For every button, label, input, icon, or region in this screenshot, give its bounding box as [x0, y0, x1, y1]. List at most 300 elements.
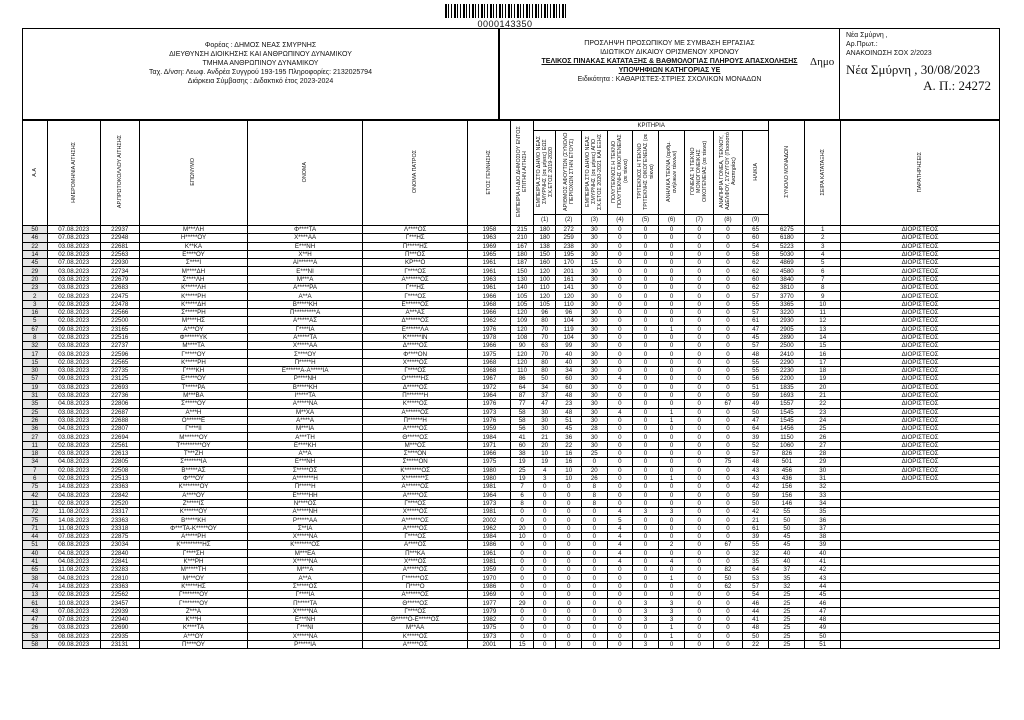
header-right: [840, 28, 1000, 120]
table-cell: 0: [685, 375, 714, 383]
table-cell: 23165: [100, 325, 139, 333]
table-cell: Φ****ΤΑ: [248, 226, 363, 234]
table-cell: 8: [511, 499, 534, 507]
table-cell: Α*****ΤΑ: [248, 333, 363, 341]
table-cell: 0: [607, 499, 633, 507]
table-cell: 2002: [468, 516, 511, 524]
table-cell: Κ*******ΟΣ: [248, 541, 363, 549]
table-cell: 0: [685, 607, 714, 615]
table-row: [23, 474, 1000, 482]
table-cell: 0: [685, 566, 714, 574]
table-cell: Μ****ΗΣ: [139, 317, 248, 325]
table-cell: Κ*****ΔΗ: [139, 300, 248, 308]
table-cell: 0: [714, 308, 743, 316]
table-cell: 1969: [468, 591, 511, 599]
table-cell: ΔΙΟΡΙΣΤΕΟΣ: [841, 292, 1000, 300]
table-cell: 40: [769, 557, 805, 565]
table-cell: 1963: [468, 275, 511, 283]
table-row: [23, 516, 1000, 524]
table-cell: [841, 640, 1000, 648]
table-cell: 0: [658, 242, 685, 250]
table-cell: 0: [685, 275, 714, 283]
table-cell: ΔΙΟΡΙΣΤΕΟΣ: [841, 466, 1000, 474]
header-right-line3: ΑΝΑΚΟΙΝΩΣΗ ΣΟΧ 2/2023: [846, 50, 932, 57]
header-left-line4: Ταχ. Δ/νση: Λεωφ. Ανδρέα Συγγρού 193-195 Πληροφορίες: 2132025794: [149, 69, 372, 76]
table-cell: 23: [556, 400, 582, 408]
table-cell: Μ****ΔΗ: [139, 267, 248, 275]
table-cell: 0: [685, 408, 714, 416]
table-cell: 07.08.2023: [47, 607, 100, 615]
table-cell: ΔΙΟΡΙΣΤΕΟΣ: [841, 284, 1000, 292]
table-cell: 23457: [100, 599, 139, 607]
table-cell: 22688: [100, 416, 139, 424]
table-cell: 0: [714, 267, 743, 275]
table-cell: 27: [23, 433, 48, 441]
table-row: [23, 450, 1000, 458]
table-cell: 1: [658, 416, 685, 424]
table-cell: 1545: [769, 416, 805, 424]
table-cell: 0: [658, 317, 685, 325]
table-cell: 6: [805, 267, 841, 275]
table-cell: 0: [685, 582, 714, 590]
table-cell: 30: [582, 226, 608, 234]
table-cell: 0: [607, 632, 633, 640]
table-cell: Π*********Α: [248, 308, 363, 316]
table-cell: 1986: [468, 582, 511, 590]
table-cell: 03.08.2023: [47, 284, 100, 292]
table-cell: 14: [805, 333, 841, 341]
table-cell: [841, 483, 1000, 491]
table-cell: 48: [556, 391, 582, 399]
table-cell: 0: [607, 250, 633, 258]
table-cell: 42: [742, 483, 769, 491]
table-cell: 45: [769, 541, 805, 549]
table-cell: Κ*******ΟΣ: [362, 466, 467, 474]
table-cell: 0: [658, 292, 685, 300]
table-cell: Α*****ΟΣ: [362, 425, 467, 433]
table-cell: 0: [685, 624, 714, 632]
table-row: [23, 557, 1000, 565]
header-middle-line1: ΠΡΟΣΛΗΨΗ ΠΡΟΣΩΠΙΚΟΥ ΜΕ ΣΥΜΒΑΣΗ ΕΡΓΑΣΙΑΣ: [584, 40, 755, 47]
table-cell: 11.08.2023: [47, 524, 100, 532]
table-cell: Μ***Α: [248, 275, 363, 283]
table-cell: 14.08.2023: [47, 483, 100, 491]
table-cell: 0: [658, 591, 685, 599]
table-cell: 30: [582, 358, 608, 366]
table-row: [23, 615, 1000, 623]
table-row: [23, 458, 1000, 466]
table-cell: 3: [633, 640, 659, 648]
table-cell: Γ****ΟΣ: [362, 499, 467, 507]
table-cell: 0: [685, 549, 714, 557]
table-cell: 1835: [769, 383, 805, 391]
table-cell: 0: [633, 375, 659, 383]
header-middle-line5: Ειδικότητα : ΚΑΘΑΡΙΣΤΕΣ-ΣΤΡΙΕΣ ΣΧΟΛΙΚΩΝ ΜΟΝΑΔΩΝ: [577, 76, 762, 83]
table-cell: Θ*****ΟΣ: [362, 433, 467, 441]
table-cell: 0: [556, 491, 582, 499]
table-cell: 0: [633, 441, 659, 449]
table-cell: 0: [633, 342, 659, 350]
table-row: [23, 425, 1000, 433]
table-cell: 0: [633, 250, 659, 258]
table-cell: 1961: [468, 259, 511, 267]
table-cell: Μ***ΙΑ: [248, 425, 363, 433]
table-cell: 22596: [100, 350, 139, 358]
table-cell: 23131: [100, 640, 139, 648]
table-cell: 1545: [769, 408, 805, 416]
table-cell: 02.08.2023: [47, 358, 100, 366]
table-cell: Κ*****ΟΣ: [362, 632, 467, 640]
table-cell: 0: [533, 591, 556, 599]
table-cell: 0: [633, 242, 659, 250]
table-cell: 0: [511, 607, 534, 615]
table-cell: 1: [658, 632, 685, 640]
table-cell: 0: [582, 532, 608, 540]
table-cell: 0: [607, 333, 633, 341]
table-cell: 0: [714, 391, 743, 399]
table-cell: Σ*****ΟΣ: [248, 582, 363, 590]
table-cell: 0: [607, 367, 633, 375]
table-cell: 1970: [468, 574, 511, 582]
table-cell: 0: [556, 607, 582, 615]
table-cell: 0: [658, 640, 685, 648]
table-cell: Α***ΑΣ: [362, 308, 467, 316]
col-aa: Α.Α: [23, 121, 48, 226]
table-cell: 0: [714, 557, 743, 565]
table-cell: Ο******ΗΣ: [362, 375, 467, 383]
table-cell: 110: [556, 300, 582, 308]
table-cell: [841, 582, 1000, 590]
table-cell: 0: [511, 557, 534, 565]
table-cell: Κ***Η: [139, 615, 248, 623]
table-cell: ΔΙΟΡΙΣΤΕΟΣ: [841, 308, 1000, 316]
table-cell: 3: [658, 599, 685, 607]
table-cell: 0: [714, 450, 743, 458]
table-cell: Α*****ΟΣ: [362, 566, 467, 574]
table-cell: 0: [658, 499, 685, 507]
table-cell: 19: [533, 458, 556, 466]
table-cell: 4: [607, 541, 633, 549]
table-cell: 1962: [468, 317, 511, 325]
header-left-line3: ΤΜΗΜΑ ΑΝΘΡΩΠΙΝΟΥ ΔΥΝΑΜΙΚΟΥ: [202, 60, 319, 67]
table-cell: Γ****ΙΑ: [248, 325, 363, 333]
table-cell: 07.08.2023: [47, 226, 100, 234]
table-cell: 30: [582, 292, 608, 300]
table-cell: 0: [714, 275, 743, 283]
table-cell: 0: [607, 591, 633, 599]
table-cell: 22: [556, 441, 582, 449]
table-cell: 3840: [769, 275, 805, 283]
table-cell: 0: [633, 541, 659, 549]
table-cell: Π***ΟΣ: [362, 250, 467, 258]
table-cell: 0: [607, 624, 633, 632]
table-cell: Γ****ΙΑ: [248, 591, 363, 599]
table-cell: 55: [769, 508, 805, 516]
table-cell: 0: [556, 566, 582, 574]
table-cell: 0: [714, 483, 743, 491]
table-cell: 22935: [100, 632, 139, 640]
table-cell: 0: [633, 566, 659, 574]
table-cell: 0: [658, 358, 685, 366]
table-body: [23, 226, 1000, 649]
table-cell: ΔΙΟΡΙΣΤΕΟΣ: [841, 367, 1000, 375]
table-cell: 0: [582, 524, 608, 532]
col-n1: (1): [533, 215, 556, 226]
table-cell: 37: [769, 566, 805, 574]
table-cell: 0: [511, 624, 534, 632]
table-cell: 3: [633, 615, 659, 623]
table-cell: 1456: [769, 425, 805, 433]
table-cell: 70: [533, 350, 556, 358]
table-cell: 5223: [769, 242, 805, 250]
table-cell: Α****ΟΥ: [139, 491, 248, 499]
table-cell: 07.08.2023: [47, 532, 100, 540]
table-cell: 1968: [468, 367, 511, 375]
table-cell: 0: [556, 632, 582, 640]
table-cell: 32: [805, 483, 841, 491]
table-row: [23, 582, 1000, 590]
table-cell: Ε******Α-Α*****ΙΑ: [248, 367, 363, 375]
table-cell: 52: [742, 441, 769, 449]
table-cell: Ε***ΝΙ: [248, 267, 363, 275]
table-cell: 12: [805, 317, 841, 325]
table-cell: 25: [582, 450, 608, 458]
table-cell: 30: [23, 367, 48, 375]
table-row: [23, 624, 1000, 632]
table-cell: 0: [633, 416, 659, 424]
table-cell: 0: [511, 615, 534, 623]
table-cell: 0: [582, 624, 608, 632]
header-middle: [499, 28, 840, 120]
table-cell: 0: [556, 574, 582, 582]
table-cell: 45: [769, 532, 805, 540]
table-cell: 2930: [769, 317, 805, 325]
table-cell: 4: [805, 250, 841, 258]
table-cell: 09.08.2023: [47, 325, 100, 333]
table-cell: 0: [685, 591, 714, 599]
table-cell: Φ***ΤΑ-Κ*****ΟΥ: [139, 524, 248, 532]
table-cell: 22737: [100, 342, 139, 350]
table-cell: 20: [511, 524, 534, 532]
table-cell: 30: [582, 400, 608, 408]
table-cell: 0: [556, 549, 582, 557]
table-cell: 30: [582, 317, 608, 325]
table-cell: 187: [511, 259, 534, 267]
table-cell: [841, 557, 1000, 565]
table-cell: 40: [805, 549, 841, 557]
table-cell: 99: [556, 342, 582, 350]
table-row: [23, 242, 1000, 250]
table-cell: 65: [742, 226, 769, 234]
table-cell: 30: [805, 466, 841, 474]
table-cell: [841, 566, 1000, 574]
col-date: ΗΜΕΡΟΜΗΝΙΑ ΑΙΤΗΣΗΣ: [47, 121, 100, 226]
col-c7: ΓΟΝΕΑΣ Ή ΤΕΚΝΟ ΜΟΝΟΓΟΝΕΙΚΗΣ ΟΙΚΟΓΕΝΕΙΑΣ (σε τέκνα): [685, 131, 714, 215]
table-cell: 22: [742, 640, 769, 648]
table-cell: Τ*********ΟΥ: [139, 441, 248, 449]
table-cell: 21: [533, 433, 556, 441]
table-cell: 18: [805, 367, 841, 375]
table-cell: 2290: [769, 358, 805, 366]
table-cell: 02.08.2023: [47, 250, 100, 258]
table-cell: Γ*******ΟΥ: [139, 599, 248, 607]
table-cell: 0: [533, 549, 556, 557]
table-cell: 23034: [100, 541, 139, 549]
table-cell: ΔΙΟΡΙΣΤΕΟΣ: [841, 259, 1000, 267]
table-cell: Χ********Σ: [362, 474, 467, 482]
table-cell: Φ******ΥΚ: [139, 333, 248, 341]
table-cell: 150: [511, 267, 534, 275]
table-cell: [841, 615, 1000, 623]
table-cell: 0: [556, 541, 582, 549]
table-cell: 0: [685, 433, 714, 441]
table-cell: 43: [805, 574, 841, 582]
table-cell: Α***ΟΥ: [139, 325, 248, 333]
table-cell: Α******ΟΣ: [362, 483, 467, 491]
table-cell: Γ***ΗΣ: [362, 234, 467, 242]
table-cell: 30: [582, 333, 608, 341]
table-cell: 50: [533, 375, 556, 383]
table-cell: 43: [23, 607, 48, 615]
table-cell: 0: [607, 275, 633, 283]
table-cell: 1982: [468, 615, 511, 623]
table-cell: 30: [533, 416, 556, 424]
table-cell: 64: [511, 383, 534, 391]
table-cell: 0: [607, 416, 633, 424]
table-cell: 0: [607, 391, 633, 399]
table-cell: 8: [23, 333, 48, 341]
table-cell: 45: [23, 259, 48, 267]
col-birth: ΕΤΟΣ ΓΕΝΝΗΣΗΣ: [468, 121, 511, 226]
table-cell: 0: [685, 358, 714, 366]
table-cell: 110: [533, 284, 556, 292]
table-cell: 0: [607, 474, 633, 482]
table-cell: 0: [685, 508, 714, 516]
table-cell: Κ*******ΟΥ: [139, 483, 248, 491]
table-cell: 62: [742, 267, 769, 275]
table-cell: ΔΙΟΡΙΣΤΕΟΣ: [841, 350, 1000, 358]
table-cell: 0: [633, 292, 659, 300]
table-cell: 3220: [769, 308, 805, 316]
table-cell: 0: [633, 574, 659, 582]
table-row: [23, 433, 1000, 441]
table-cell: 51: [23, 541, 48, 549]
table-cell: 0: [685, 325, 714, 333]
table-cell: Μ******ΟΥ: [139, 433, 248, 441]
table-cell: 0: [633, 466, 659, 474]
table-cell: 0: [607, 615, 633, 623]
col-rank: ΣΕΙΡΑ ΚΑΤΑΤΑΞΗΣ: [805, 121, 841, 226]
table-cell: 02.08.2023: [47, 333, 100, 341]
table-cell: 32: [23, 342, 48, 350]
table-cell: 0: [607, 607, 633, 615]
table-cell: 8: [582, 483, 608, 491]
table-cell: 0: [607, 300, 633, 308]
table-cell: 03.08.2023: [47, 342, 100, 350]
table-cell: 34: [23, 458, 48, 466]
table-cell: Σ*****ΟΝ: [362, 458, 467, 466]
table-cell: 0: [556, 483, 582, 491]
table-cell: Γ****ΟΣ: [362, 367, 467, 375]
table-cell: 57: [742, 342, 769, 350]
table-cell: ΔΙΟΡΙΣΤΕΟΣ: [841, 408, 1000, 416]
table-cell: 0: [714, 350, 743, 358]
table-cell: 64: [742, 566, 769, 574]
table-cell: 167: [511, 242, 534, 250]
table-cell: 1980: [468, 474, 511, 482]
table-cell: 22930: [100, 259, 139, 267]
table-cell: 0: [582, 582, 608, 590]
table-cell: 30: [533, 425, 556, 433]
table-cell: 40: [556, 358, 582, 366]
table-cell: 1968: [468, 358, 511, 366]
table-cell: 26: [582, 474, 608, 482]
table-cell: 50: [742, 499, 769, 507]
table-cell: 0: [685, 308, 714, 316]
table-cell: 0: [633, 267, 659, 275]
table-cell: 0: [658, 425, 685, 433]
table-cell: 1975: [468, 624, 511, 632]
table-cell: 04.08.2023: [47, 425, 100, 433]
table-cell: 23283: [100, 566, 139, 574]
table-cell: 0: [582, 541, 608, 549]
table-cell: 0: [633, 591, 659, 599]
table-cell: 3: [658, 615, 685, 623]
table-cell: 74: [23, 582, 48, 590]
table-cell: 3: [658, 607, 685, 615]
table-cell: 120: [556, 292, 582, 300]
table-cell: 16: [556, 458, 582, 466]
table-cell: 54: [742, 242, 769, 250]
table-cell: 25: [769, 615, 805, 623]
table-cell: Σ****Ι: [139, 259, 248, 267]
table-cell: 27: [805, 441, 841, 449]
table-cell: 23363: [100, 582, 139, 590]
table-cell: 105: [511, 292, 534, 300]
table-cell: 61: [742, 317, 769, 325]
table-cell: Α**Α: [248, 450, 363, 458]
table-cell: Κ*****ΡΗ: [139, 358, 248, 366]
table-cell: 22840: [100, 549, 139, 557]
table-cell: 47: [533, 400, 556, 408]
table-cell: 0: [511, 574, 534, 582]
table-cell: 50: [742, 408, 769, 416]
table-cell: 03.08.2023: [47, 367, 100, 375]
table-cell: 0: [714, 599, 743, 607]
header-left-line2: ΔΙΕΥΘΥΝΣΗ ΔΙΟΙΚΗΣΗΣ ΚΑΙ ΑΝΘΡΩΠΙΝΟΥ ΔΥΝΑΜΙΚΟΥ: [169, 51, 352, 58]
table-cell: 0: [582, 458, 608, 466]
table-cell: 1961: [468, 549, 511, 557]
table-cell: 180: [533, 234, 556, 242]
table-cell: 33: [805, 491, 841, 499]
table-cell: 40: [769, 549, 805, 557]
table-row: [23, 591, 1000, 599]
table-cell: 0: [633, 582, 659, 590]
table-cell: 22562: [100, 591, 139, 599]
table-cell: 0: [658, 267, 685, 275]
table-cell: Ζ*****ΙΣ: [139, 499, 248, 507]
table-cell: [841, 607, 1000, 615]
table-cell: 13: [805, 325, 841, 333]
table-cell: 58: [742, 250, 769, 258]
table-cell: Π****Ο: [362, 582, 467, 590]
table-cell: 25: [23, 408, 48, 416]
table-cell: 14.08.2023: [47, 582, 100, 590]
table-cell: ΔΙΟΡΙΣΤΕΟΣ: [841, 391, 1000, 399]
table-cell: 0: [556, 582, 582, 590]
table-cell: 57: [23, 375, 48, 383]
table-cell: 02.08.2023: [47, 591, 100, 599]
